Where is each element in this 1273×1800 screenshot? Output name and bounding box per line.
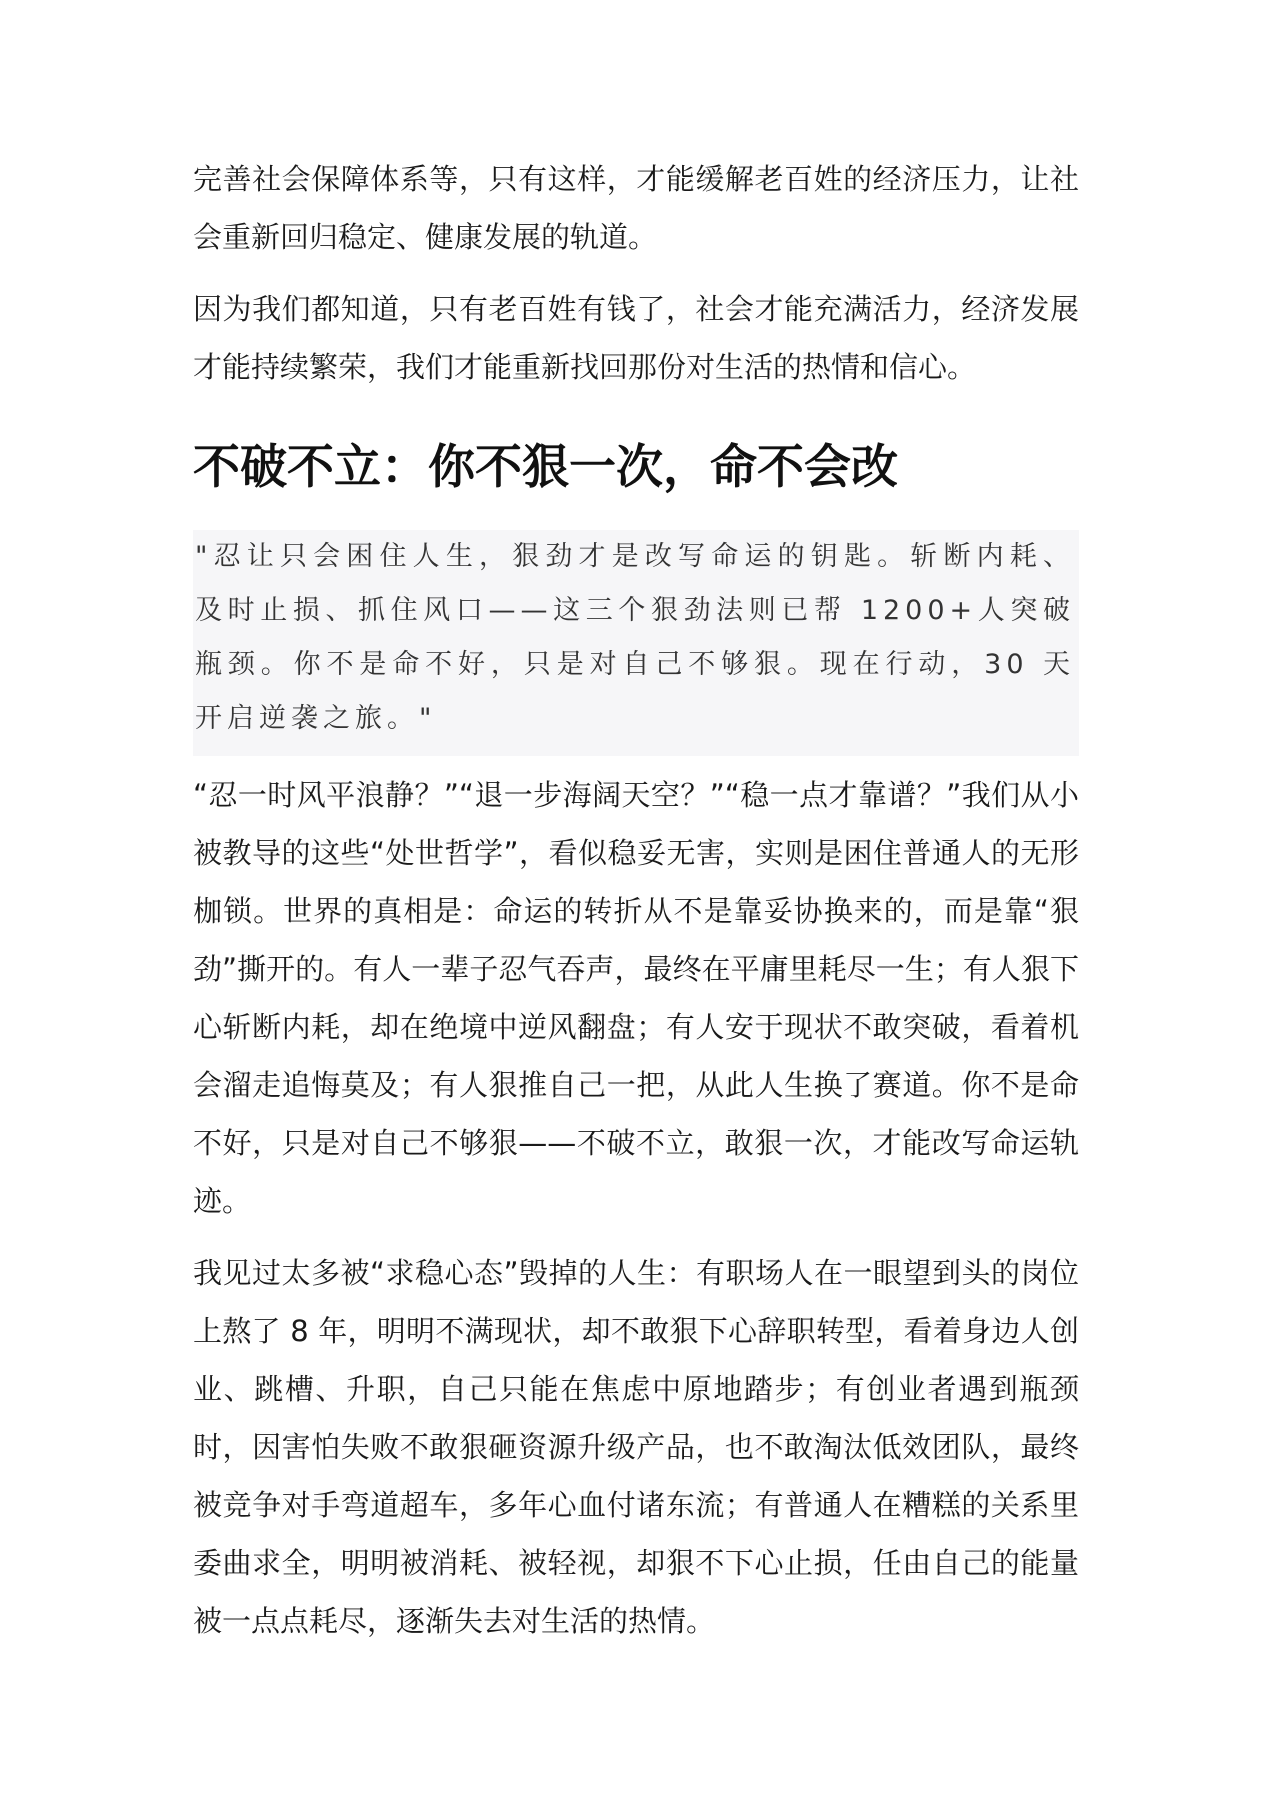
quote-text: "忍让只会困住人生，狠劲才是改写命运的钥匙。斩断内耗、及时止损、抓住风口——这三个狠劲法则已帮 1200+人突破瓶颈。你不是命不好，只是对自己不够狠。现在行动，30 天开启逆袭之旅。" (195, 541, 1075, 734)
paragraph-stability-mindset: 我见过太多被“求稳心态”毁掉的人生：有职场人在一眼望到头的岗位上熬了 8 年，明明不满现状，却不敢狠下心辞职转型，看着身边人创业、跳槽、升职，自己只能在焦虑中原地踏步；有创业者遇到瓶颈时，因害怕失败不敢狠砸资源升级产品，也不敢淘汰低效团队，最终被竞争对手弯道超车，多年心血付诸东流；有普通人在糟糕的关系里委曲求全，明明被消耗、被轻视，却狠不下心止损，任由自己的能量被一点点耗尽，逐渐失去对生活的热情。 (193, 1256, 1079, 1638)
paragraph-people-money: 因为我们都知道，只有老百姓有钱了，社会才能充满活力，经济发展才能持续繁荣，我们才能重新找回那份对生活的热情和信心。 (193, 292, 1079, 384)
document-page (193, 150, 1079, 1650)
paragraph-life-philosophy: “忍一时风平浪静？”“退一步海阔天空？”“稳一点才靠谱？”我们从小被教导的这些“处世哲学”，看似稳妥无害，实则是困住普通人的无形枷锁。世界的真相是：命运的转折从不是靠妥协换来的，而是靠“狠劲”撕开的。有人一辈子忍气吞声，最终在平庸里耗尽一生；有人狠下心斩断内耗，却在绝境中逆风翻盘；有人安于现状不敢突破，看着机会溜走追悔莫及；有人狠推自己一把，从此人生换了赛道。你不是命不好，只是对自己不够狠——不破不立，敢狠一次，才能改写命运轨迹。 (193, 778, 1079, 1218)
quote-block (193, 530, 1079, 756)
section-heading: 不破不立：你不狠一次，命不会改 (193, 440, 898, 495)
paragraph-social-security: 完善社会保障体系等，只有这样，才能缓解老百姓的经济压力，让社会重新回归稳定、健康发展的轨道。 (193, 162, 1079, 254)
